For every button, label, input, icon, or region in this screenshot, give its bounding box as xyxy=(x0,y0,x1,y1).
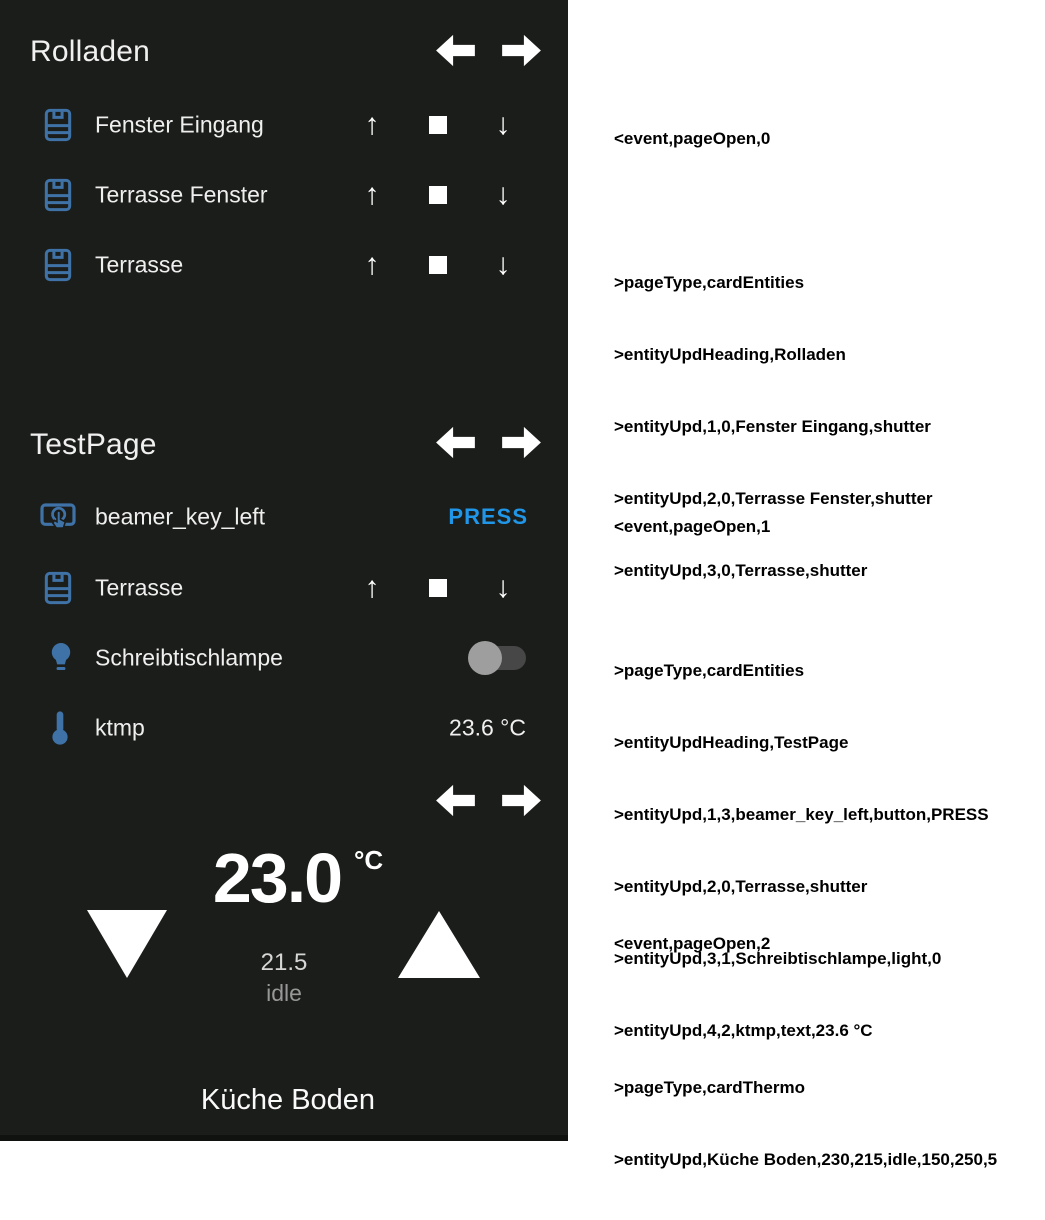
log-line: >entityUpd,2,0,Terrasse,shutter xyxy=(614,877,868,896)
current-temperature: 23.0 xyxy=(212,839,342,917)
gesture-tap-icon xyxy=(40,501,76,533)
left-arrow-icon xyxy=(434,425,476,460)
press-button[interactable]: PRESS xyxy=(448,504,528,529)
log-line xyxy=(614,1004,997,1028)
shutter-up-button[interactable]: ↑ xyxy=(364,178,380,211)
shutter-down-button[interactable]: ↓ xyxy=(495,571,511,604)
log-line: >pageType,cardEntities xyxy=(614,273,805,292)
log-line: >entityUpd,2,0,Terrasse Fenster,shutter xyxy=(614,489,933,508)
light-toggle[interactable] xyxy=(468,640,528,676)
shutter-up-button[interactable]: ↑ xyxy=(364,108,380,141)
entity-label: Schreibtischlampe xyxy=(95,644,283,671)
thermo-increase-button[interactable] xyxy=(398,911,480,978)
log-line xyxy=(614,587,989,611)
thermostat-name: Küche Boden xyxy=(200,1084,376,1116)
shutter-stop-button[interactable] xyxy=(429,256,447,274)
sensor-value: 23.6 °C xyxy=(449,714,526,741)
entity-label: ktmp xyxy=(95,714,145,741)
shutter-icon xyxy=(44,571,72,605)
nav-prev-button[interactable] xyxy=(434,33,476,68)
log-line: >entityUpd,Küche Boden,230,215,idle,150,250,5 xyxy=(614,1150,998,1169)
shutter-stop-button[interactable] xyxy=(429,116,447,134)
right-arrow-icon xyxy=(501,425,543,460)
nav-next-button[interactable] xyxy=(501,425,543,460)
entity-label: Terrasse xyxy=(95,574,184,601)
page-title: Rolladen xyxy=(30,35,151,68)
left-arrow-icon xyxy=(434,783,476,818)
serial-log-block-2 xyxy=(614,884,997,1220)
entity-label: Fenster Eingang xyxy=(95,111,264,138)
page-title: TestPage xyxy=(30,428,157,461)
panel-bottom-edge xyxy=(0,1135,568,1141)
shutter-icon xyxy=(44,178,72,212)
right-arrow-icon xyxy=(501,33,543,68)
log-line: <event,pageOpen,0 xyxy=(614,129,771,148)
triangle-down-icon xyxy=(87,910,167,978)
log-line: >entityUpd,1,0,Fenster Eingang,shutter xyxy=(614,417,931,436)
log-line: >entityUpdHeading,Rolladen xyxy=(614,345,846,364)
shutter-stop-button[interactable] xyxy=(429,186,447,204)
log-line: <event,pageOpen,1 xyxy=(614,517,771,536)
log-line: >entityUpd,4,2,ktmp,text,23.6 °C xyxy=(614,1021,873,1040)
log-line xyxy=(614,199,933,223)
log-line: >pageType,cardEntities xyxy=(614,661,805,680)
toggle-knob xyxy=(468,641,502,675)
hvac-state: idle xyxy=(266,980,302,1006)
nav-prev-button[interactable] xyxy=(434,783,476,818)
shutter-up-button[interactable]: ↑ xyxy=(364,571,380,604)
triangle-up-icon xyxy=(398,911,480,978)
lightbulb-icon xyxy=(48,642,74,674)
shutter-icon xyxy=(44,108,72,142)
thermometer-icon xyxy=(50,710,70,746)
temperature-unit: °C xyxy=(354,845,384,875)
log-line: >entityUpd,3,1,Schreibtischlampe,light,0 xyxy=(614,949,942,968)
entity-row xyxy=(0,560,568,616)
entity-row xyxy=(0,489,568,545)
right-arrow-icon xyxy=(501,783,543,818)
entity-row xyxy=(0,700,568,756)
shutter-down-button[interactable]: ↓ xyxy=(495,108,511,141)
log-line: >entityUpdHeading,TestPage xyxy=(614,733,849,752)
shutter-stop-button[interactable] xyxy=(429,579,447,597)
log-line: <event,pageOpen,2 xyxy=(614,934,771,953)
entity-row xyxy=(0,97,568,153)
entity-label: Terrasse Fenster xyxy=(95,181,268,208)
entity-row xyxy=(0,630,568,686)
entity-label: beamer_key_left xyxy=(95,503,266,530)
nav-next-button[interactable] xyxy=(501,783,543,818)
shutter-down-button[interactable]: ↓ xyxy=(495,178,511,211)
nav-next-button[interactable] xyxy=(501,33,543,68)
entity-row xyxy=(0,167,568,223)
nav-prev-button[interactable] xyxy=(434,425,476,460)
target-temperature: 21.5 xyxy=(260,949,308,976)
shutter-down-button[interactable]: ↓ xyxy=(495,248,511,281)
entity-label: Terrasse xyxy=(95,251,184,278)
log-line: >entityUpd,3,0,Terrasse,shutter xyxy=(614,561,868,580)
shutter-up-button[interactable]: ↑ xyxy=(364,248,380,281)
entity-row xyxy=(0,237,568,293)
shutter-icon xyxy=(44,248,72,282)
log-line: >pageType,cardThermo xyxy=(614,1078,805,1097)
log-line: >entityUpd,1,3,beamer_key_left,button,PRESS xyxy=(614,805,989,824)
left-arrow-icon xyxy=(434,33,476,68)
thermo-decrease-button[interactable] xyxy=(87,910,167,978)
